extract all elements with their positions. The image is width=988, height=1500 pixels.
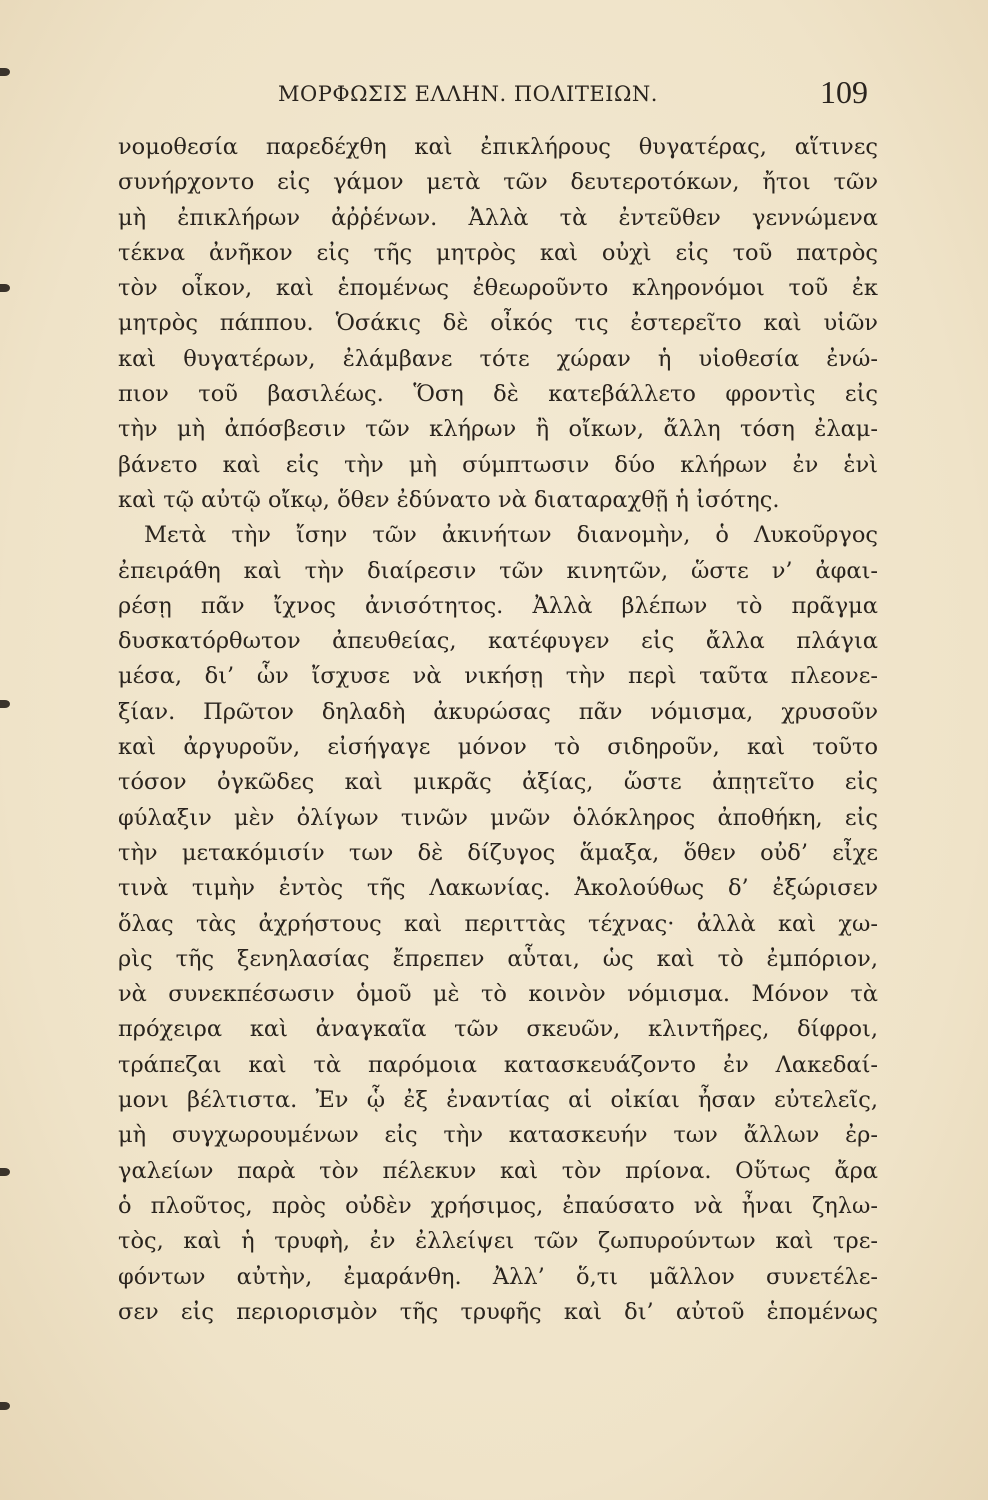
text-line: μέσα, δι’ ὧν ἴσχυσε νὰ νικήσῃ τὴν περὶ ταῦτα πλεονε- — [118, 663, 878, 690]
page-edge-mark — [0, 68, 10, 76]
page-edge-mark — [0, 1402, 10, 1410]
text-line: Μετὰ τὴν ἴσην τῶν ἀκινήτων διανομὴν, ὁ Λυκοῦργος — [144, 522, 878, 549]
text-line: νομοθεσία παρεδέχθη καὶ ἐπικλήρους θυγατέρας, αἵτινες — [118, 134, 878, 160]
text-line: τινὰ τιμὴν ἐντὸς τῆς Λακωνίας. Ἀκολούθως δ’ ἐξώρισεν — [118, 875, 878, 902]
text-line: φύλαξιν μὲν ὀλίγων τινῶν μνῶν ὁλόκληρος ἀποθήκη, εἰς — [118, 804, 878, 831]
page-header — [118, 74, 868, 114]
text-line: μονι βέλτιστα. Ἐν ᾧ ἐξ ἐναντίας αἱ οἰκίαι ἦσαν εὐτελεῖς, — [118, 1087, 878, 1114]
text-line: καὶ τῷ αὐτῷ οἴκῳ, ὅθεν ἐδύνατο νὰ διαταραχθῇ ἡ ἰσότης. — [118, 486, 780, 513]
page-edge-mark — [0, 1168, 10, 1176]
text-line: τὴν μετακόμισίν των δὲ δίζυγος ἅμαξα, ὅθεν οὐδ’ εἶχε — [118, 839, 878, 866]
body-text — [118, 130, 878, 1330]
text-line: μὴ συγχωρουμένων εἰς τὴν κατασκευήν των ἄλλων ἐρ- — [118, 1122, 878, 1149]
text-line: ρὶς τῆς ξενηλασίας ἔπρεπεν αὗται, ὡς καὶ τὸ ἐμπόριον, — [118, 945, 878, 972]
text-line: καὶ θυγατέρων, ἐλάμβανε τότε χώραν ἡ υἱοθεσία ἐνώ- — [118, 345, 878, 372]
text-line: ἐπειράθη καὶ τὴν διαίρεσιν τῶν κινητῶν, ὥστε ν’ ἀφαι- — [118, 557, 878, 584]
text-line: ρέσῃ πᾶν ἴχνος ἀνισότητος. Ἀλλὰ βλέπων τὸ πρᾶγμα — [118, 592, 878, 619]
page-edge-mark — [0, 700, 10, 708]
text-line: τὸν οἶκον, καὶ ἑπομένως ἐθεωροῦντο κληρονόμοι τοῦ ἐκ — [118, 275, 878, 302]
text-line: συνήρχοντο εἰς γάμον μετὰ τῶν δευτεροτόκων, ἤτοι τῶν — [118, 169, 878, 196]
page-number: 109 — [820, 74, 868, 110]
text-line: γαλείων παρὰ τὸν πέλεκυν καὶ τὸν πρίονα. Οὕτως ἄρα — [118, 1157, 878, 1184]
text-line: τράπεζαι καὶ τὰ παρόμοια κατασκευάζοντο ἐν Λακεδαί- — [118, 1051, 878, 1078]
text-line: ὅλας τὰς ἀχρήστους καὶ περιττὰς τέχνας· ἀλλὰ καὶ χω- — [118, 910, 878, 937]
running-title: ΜΟΡΦΩΣΙΣ ΕΛΛΗΝ. ΠΟΛΙΤΕΙΩΝ. — [278, 82, 658, 106]
page-edge-mark — [0, 284, 10, 292]
text-line: πρόχειρα καὶ ἀναγκαῖα τῶν σκευῶν, κλιντῆρες, δίφροι, — [118, 1016, 878, 1043]
text-line: δυσκατόρθωτον ἀπευθείας, κατέφυγεν εἰς ἄλλα πλάγια — [118, 628, 878, 655]
text-line: τέκνα ἀνῆκον εἰς τῆς μητρὸς καὶ οὐχὶ εἰς τοῦ πατρὸς — [118, 239, 878, 266]
text-line: ξίαν. Πρῶτον δηλαδὴ ἀκυρώσας πᾶν νόμισμα, χρυσοῦν — [118, 698, 878, 725]
text-line: τὴν μὴ ἀπόσβεσιν τῶν κλήρων ἢ οἴκων, ἄλλη τόση ἐλαμ- — [118, 416, 878, 443]
text-line: μητρὸς πάππου. Ὁσάκις δὲ οἶκός τις ἐστερεῖτο καὶ υἱῶν — [118, 310, 878, 337]
text-line: μὴ ἐπικλήρων ἀῤῥένων. Ἀλλὰ τὰ ἐντεῦθεν γεννώμενα — [118, 204, 878, 231]
text-line: βάνετο καὶ εἰς τὴν μὴ σύμπτωσιν δύο κλήρων ἐν ἑνὶ — [118, 451, 878, 478]
text-line: φόντων αὐτὴν, ἐμαράνθη. Ἀλλ’ ὅ,τι μᾶλλον συνετέλε- — [118, 1263, 878, 1290]
text-line: πιον τοῦ βασιλέως. Ὅση δὲ κατεβάλλετο φροντὶς εἰς — [118, 381, 878, 408]
text-line: καὶ ἀργυροῦν, εἰσήγαγε μόνον τὸ σιδηροῦν, καὶ τοῦτο — [118, 734, 878, 761]
text-line: τὸς, καὶ ἡ τρυφὴ, ἐν ἐλλείψει τῶν ζωπυρούντων καὶ τρε- — [118, 1228, 878, 1255]
text-line: νὰ συνεκπέσωσιν ὁμοῦ μὲ τὸ κοινὸν νόμισμα. Μόνον τὰ — [118, 981, 878, 1008]
text-line: ὁ πλοῦτος, πρὸς οὐδὲν χρήσιμος, ἐπαύσατο νὰ ἦναι ζηλω- — [118, 1192, 878, 1219]
text-line: σεν εἰς περιορισμὸν τῆς τρυφῆς καὶ δι’ αὐτοῦ ἑπομένως — [118, 1298, 878, 1325]
text-line: τόσον ὀγκῶδες καὶ μικρᾶς ἀξίας, ὥστε ἀπῃτεῖτο εἰς — [118, 769, 878, 796]
